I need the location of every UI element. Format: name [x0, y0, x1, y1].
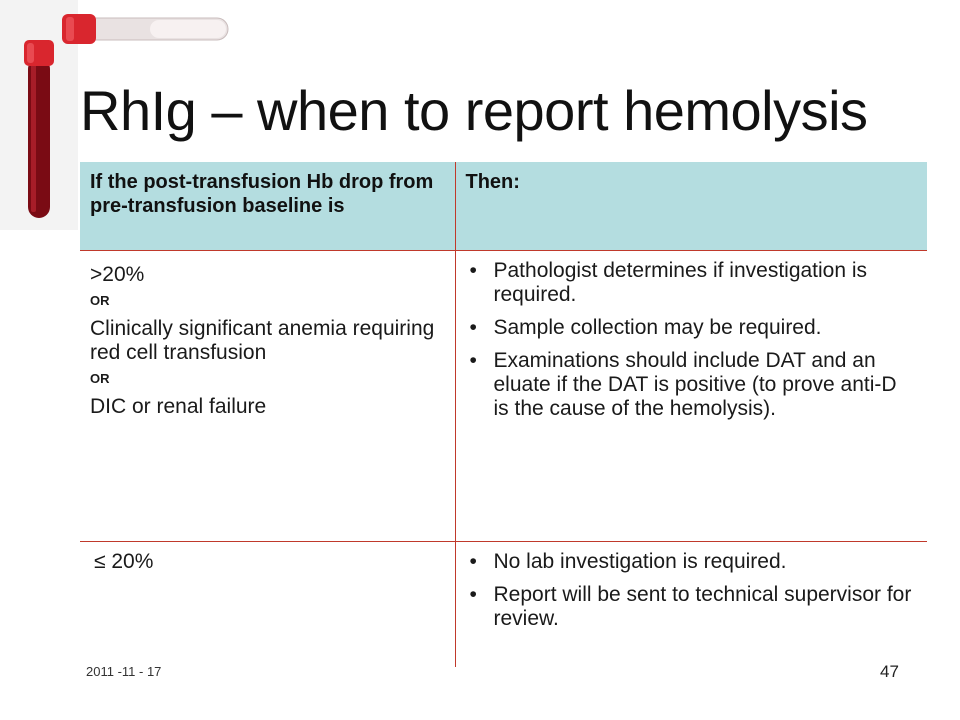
condition-threshold: >20% [90, 262, 145, 286]
header-action: Then: [455, 162, 927, 250]
condition-cell [80, 541, 455, 667]
header-condition: If the post-transfusion Hb drop from pre-transfusion baseline is [80, 162, 455, 250]
slide-title: RhIg – when to report hemolysis [80, 79, 868, 142]
horizontal-tube-icon [62, 14, 228, 44]
table-header-row [80, 162, 927, 250]
condition-threshold: ≤ 20% [94, 549, 154, 573]
condition-cell [80, 250, 455, 541]
action-list [466, 259, 918, 421]
list-item: • Report will be sent to technical supervisor for review. [466, 583, 918, 631]
list-item: • Sample collection may be required. [466, 316, 918, 340]
action-cell [455, 541, 927, 667]
list-item: • Pathologist determines if investigation is required. [466, 259, 918, 307]
footer-date: 2011 -11 - 17 [86, 664, 162, 679]
page-number: 47 [880, 662, 899, 681]
action-list [466, 550, 918, 631]
or-separator: OR [90, 292, 110, 308]
list-item: • Examinations should include DAT and an eluate if the DAT is positive (to prove anti-D is the cause of the hemolysis). [466, 349, 918, 421]
list-item: • No lab investigation is required. [466, 550, 918, 574]
table-row [80, 541, 927, 667]
vertical-tube-icon [24, 40, 54, 218]
or-separator: OR [90, 370, 110, 386]
hemolysis-reporting-table [80, 162, 927, 667]
condition-anemia: Clinically significant anemia requiring red cell transfusion [90, 316, 435, 364]
action-cell [455, 250, 927, 541]
table-row [80, 250, 927, 541]
condition-dic: DIC or renal failure [90, 394, 267, 418]
